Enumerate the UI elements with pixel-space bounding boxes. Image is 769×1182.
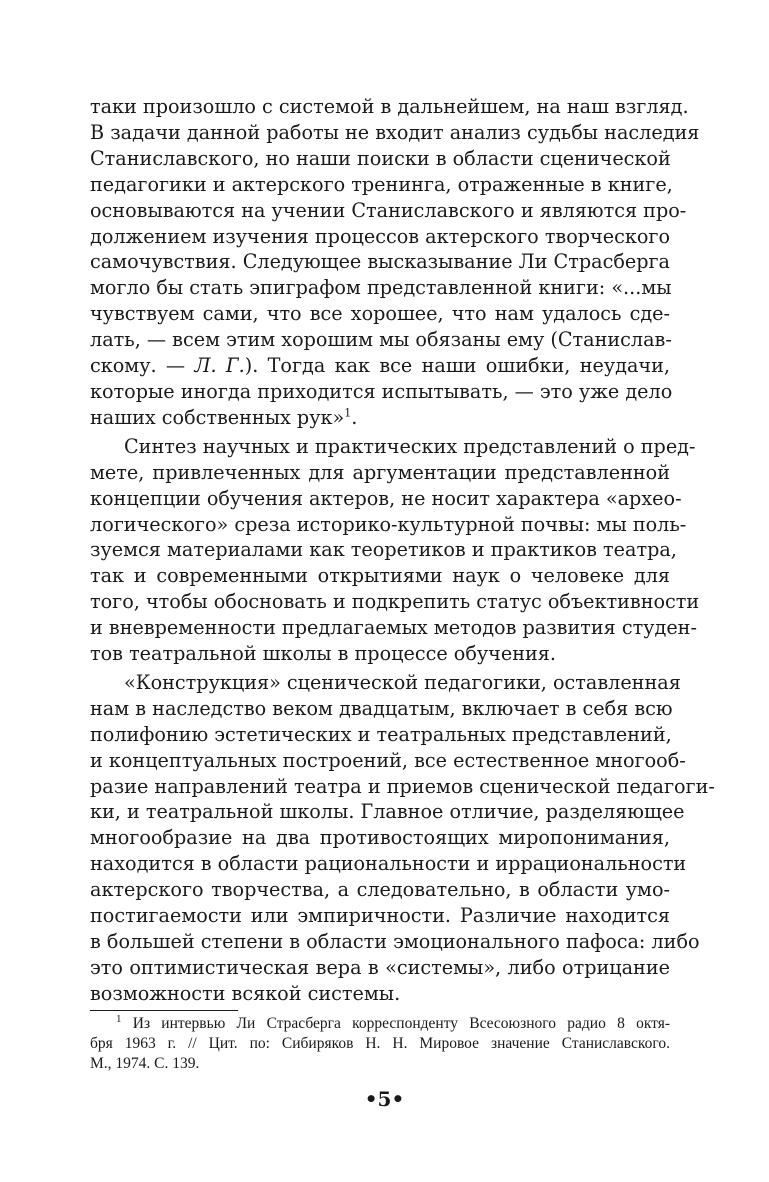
text-line: концепции обучения актеров, не носит характера «архео- bbox=[90, 486, 682, 510]
period: . bbox=[351, 405, 358, 429]
text-line: которые иногда приходится испытывать, — это уже дело bbox=[90, 379, 673, 403]
text-line: педагогики и актерского тренинга, отраженные в книге, bbox=[90, 172, 673, 196]
footnote-reference[interactable]: 1 bbox=[344, 406, 352, 420]
footnote-divider bbox=[90, 1010, 238, 1011]
text-line: могло бы стать эпиграфом представленной книги: «...мы bbox=[90, 276, 672, 300]
text-line: находится в области рациональности и иррациональности bbox=[90, 852, 687, 876]
text-line: скому. — Л. Г.). Тогда как все наши ошибки, неудачи, bbox=[90, 354, 671, 378]
main-text bbox=[90, 94, 715, 1010]
text-line: Станиславского, но наши поиски в области сценической bbox=[90, 146, 671, 170]
footnote bbox=[90, 1014, 670, 1074]
text-line: зуемся материалами как теоретиков и практиков театра, bbox=[90, 538, 677, 562]
text-line: так и современными открытиями наук о человеке для bbox=[90, 564, 670, 588]
text-line: и концептуальных построений, все естественное многооб- bbox=[90, 748, 686, 772]
text-line: основываются на учении Станиславского и являются про- bbox=[90, 198, 687, 222]
text-line: Синтез научных и практических представлений о пред- bbox=[124, 434, 696, 458]
text-line: полифонию эстетических и театральных представлений, bbox=[90, 722, 672, 746]
text-line: таки произошло с системой в дальнейшем, на наш взгляд. bbox=[90, 95, 689, 118]
text-line: нам в наследство веком двадцатым, включает в себя всю bbox=[90, 696, 673, 720]
paragraph-1 bbox=[90, 94, 700, 431]
text-line: многообразие на два противостоящих миропонимания, bbox=[90, 826, 670, 850]
author-initials: Л. Г. bbox=[194, 354, 245, 378]
text-line: разие направлений театра и приемов сценической педагоги- bbox=[90, 774, 715, 798]
footnote-line bbox=[90, 1014, 670, 1034]
footnote-line: бря 1963 г. // Цит. по: Сибиряков Н. Н. Мировое значение Станиславского. bbox=[90, 1035, 670, 1052]
text-line: это оптимистическая вера в «системы», либо отрицание bbox=[90, 955, 670, 979]
text-line: «Конструкция» сценической педагогики, оставленная bbox=[124, 670, 681, 694]
paragraph-2 bbox=[90, 434, 700, 667]
text-line: и вневременности предлагаемых методов развития студен- bbox=[90, 616, 697, 640]
text-line: постигаемости или эмпиричности. Различие находится bbox=[90, 904, 670, 928]
text-line-last: тов театральной школы в процессе обучения. bbox=[90, 642, 556, 666]
text-line: должением изучения процессов актерского творческого bbox=[90, 224, 671, 248]
page-number: •5• bbox=[364, 1087, 405, 1111]
text-line: в большей степени в области эмоционального пафоса: либо bbox=[90, 930, 700, 953]
text-line: лать, — всем этим хорошим мы обязаны ему (Станислав- bbox=[90, 328, 672, 352]
text-line-content: наших собственных рук» bbox=[90, 405, 345, 429]
text-line: логического» среза историко-культурной почвы: мы поль- bbox=[90, 512, 687, 536]
text-line: ки, и театральной школы. Главное отличие, разделяющее bbox=[90, 800, 685, 824]
text-line: В задачи данной работы не входит анализ судьбы наследия bbox=[90, 120, 700, 144]
paragraph-3 bbox=[90, 670, 715, 1007]
text-line: актерского творчества, а следовательно, в области умо- bbox=[90, 878, 670, 902]
footnote-line-text: Из интервью Ли Страсберга корреспонденту Всесоюзного радио 8 октя- bbox=[132, 1015, 670, 1032]
text-line: того, чтобы обосновать и подкрепить статус объективности bbox=[90, 590, 700, 614]
text-line-last: возможности всякой системы. bbox=[90, 981, 401, 1005]
text-line: чувствуем сами, что все хорошее, что нам удалось сде- bbox=[90, 302, 670, 326]
text-line: мете, привлеченных для аргументации представленной bbox=[90, 460, 670, 484]
text-line-last bbox=[90, 405, 670, 431]
footnote-marker: 1 bbox=[116, 1012, 122, 1025]
footnote-line-last: М., 1974. С. 139. bbox=[90, 1055, 200, 1072]
text-line: самочувствия. Следующее высказывание Ли Страсберга bbox=[90, 250, 670, 274]
